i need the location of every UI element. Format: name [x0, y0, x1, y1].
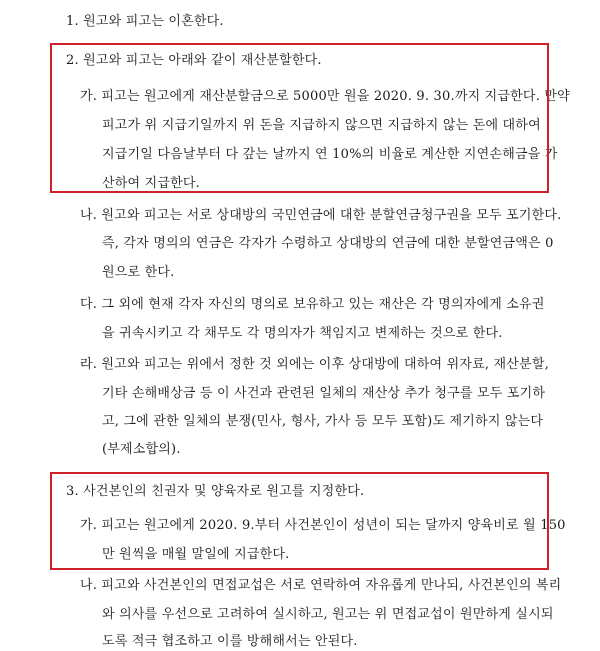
item-2-da-line-2: 을 귀속시키고 각 채무도 각 명의자가 책임지고 변제하는 것으로 한다. [102, 326, 503, 341]
item-3-na-line-2: 와 의사를 우선으로 고려하여 실시하고, 원고는 위 면접교섭이 원만하게 실시되 [102, 607, 554, 622]
item-3-heading: 3. 사건본인의 친권자 및 양육자로 원고를 지정한다. [66, 484, 365, 499]
item-3-ga-line-1: 가. 피고는 원고에게 2020. 9.부터 사건본인이 성년이 되는 달까지 양육비로 월 150 [80, 518, 566, 533]
item-2-ra-line-3: 고, 그에 관한 일체의 분쟁(민사, 형사, 가사 등 모두 포함)도 제기하지 않는다 [102, 414, 544, 429]
item-3-ga-line-2: 만 원씩을 매월 말일에 지급한다. [102, 547, 290, 562]
item-2-ga-line-4: 산하여 지급한다. [102, 176, 200, 191]
highlight-box-custody-support [50, 472, 549, 570]
item-2-ra-line-1: 라. 원고와 피고는 위에서 정한 것 외에는 이후 상대방에 대하여 위자료, 재산분할, [80, 357, 549, 372]
item-2-na-line-1: 나. 원고와 피고는 서로 상대방의 국민연금에 대한 분할연금청구권을 모두 포기한다. [80, 208, 562, 223]
item-2-heading: 2. 원고와 피고는 아래와 같이 재산분할한다. [66, 53, 322, 68]
item-3-na-line-1: 나. 피고와 사건본인의 면접교섭은 서로 연락하여 자유롭게 만나되, 사건본인의 복리 [80, 578, 562, 593]
item-2-ra-line-4: (부제소합의). [102, 442, 181, 457]
item-2-na-line-2: 즉, 각자 명의의 연금은 각자가 수령하고 상대방의 연금에 대한 분할연금액은 0 [102, 236, 554, 251]
item-2-ga-line-3: 지급기일 다음날부터 다 갚는 날까지 연 10%의 비율로 계산한 지연손해금을 가 [102, 147, 558, 162]
item-2-ra-line-2: 기타 손해배상금 등 이 사건과 관련된 일체의 재산상 추가 청구를 모두 포기하 [102, 386, 546, 401]
item-2-ga-line-1: 가. 피고는 원고에게 재산분할금으로 5000만 원을 2020. 9. 30.까지 지급한다. 만약 [80, 89, 570, 104]
item-1-text: 1. 원고와 피고는 이혼한다. [66, 14, 224, 29]
highlight-box-property-division [50, 43, 549, 193]
item-3-na-line-3: 도록 적극 협조하고 이를 방해해서는 안된다. [102, 634, 358, 649]
item-2-na-line-3: 원으로 한다. [102, 265, 175, 280]
item-2-ga-line-2: 피고가 위 지급기일까지 위 돈을 지급하지 않으면 지급하지 않는 돈에 대하여 [102, 118, 541, 133]
item-2-da-line-1: 다. 그 외에 현재 각자 자신의 명의로 보유하고 있는 재산은 각 명의자에게 소유권 [80, 297, 545, 312]
